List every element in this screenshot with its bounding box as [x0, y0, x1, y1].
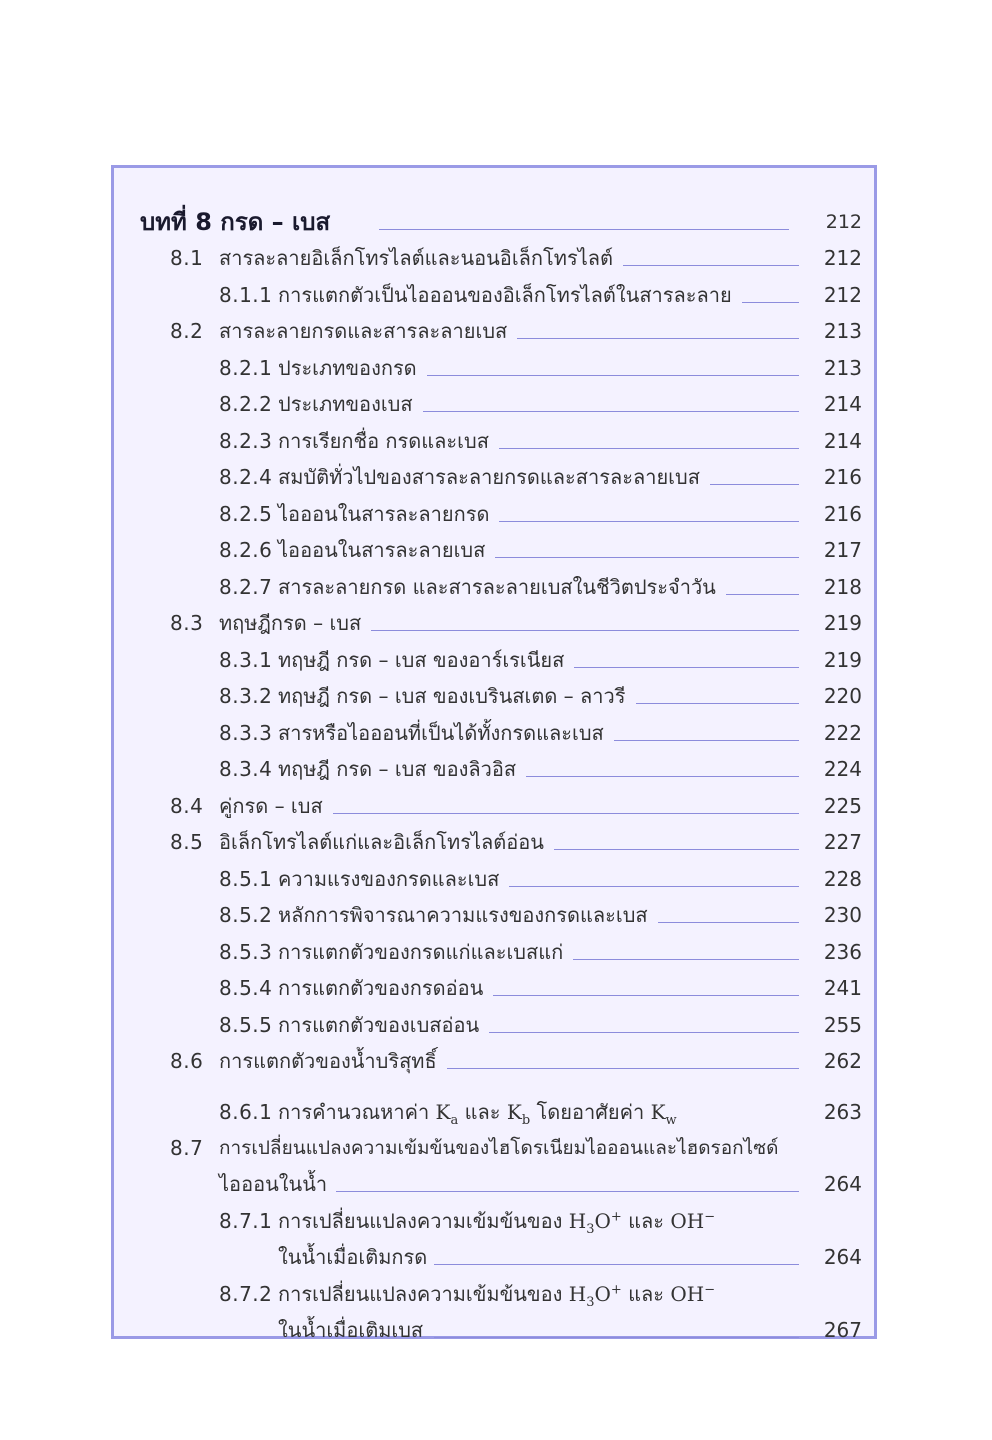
toc-entry-8-2-1[interactable]: [114, 350, 880, 386]
entry-number: 8.5.5: [219, 1013, 273, 1037]
entry-title: สารหรือไอออนที่เป็นได้ทั้งกรดและเบส: [278, 721, 604, 745]
entry-number: 8.2: [170, 319, 204, 343]
page-number: 213: [823, 319, 862, 343]
leader-line: [379, 229, 789, 230]
page-number: 217: [823, 538, 862, 562]
leader-line: [336, 1191, 799, 1192]
entry-title: ทฤษฎี กรด – เบส ของเบรินสเตด – ลาวรี: [278, 684, 626, 708]
toc-entry-8-3-2[interactable]: [114, 678, 880, 714]
chapter-heading: บทที่ 8 กรด – เบส: [140, 208, 331, 236]
leader-line: [526, 776, 799, 777]
entry-number: 8.2.5: [219, 502, 273, 526]
entry-number: 8.5.4: [219, 976, 273, 1000]
entry-title: สารละลายกรด และสารละลายเบสในชีวิตประจำวัน: [278, 575, 716, 599]
entry-number: 8.2.7: [219, 575, 273, 599]
entry-title: สารละลายอิเล็กโทรไลต์และนอนอิเล็กโทรไลต์: [219, 246, 613, 270]
leader-line: [710, 484, 799, 485]
leader-line: [499, 521, 799, 522]
entry-number: 8.1: [170, 246, 204, 270]
toc-entry-8-5-5[interactable]: [114, 1007, 880, 1043]
toc-entry-8-1[interactable]: [114, 240, 880, 276]
leader-line: [573, 959, 799, 960]
page-number: 264: [823, 1245, 862, 1269]
entry-number: 8.2.4: [219, 465, 273, 489]
entry-title: การเรียกชื่อ กรดและเบส: [278, 429, 489, 453]
page-number: 227: [823, 830, 862, 854]
leader-line: [371, 630, 799, 631]
page-number: 213: [823, 356, 862, 380]
leader-line: [499, 448, 799, 449]
entry-number: 8.3.2: [219, 684, 273, 708]
toc-entry-8-3[interactable]: [114, 605, 880, 641]
page-number: 219: [823, 611, 862, 635]
entry-number: 8.1.1: [219, 283, 273, 307]
entry-title: สารละลายกรดและสารละลายเบส: [219, 319, 508, 343]
entry-number: 8.2.1: [219, 356, 273, 380]
entry-title-continued: ในน้ำเมื่อเติมกรด: [278, 1245, 428, 1269]
leader-line: [614, 740, 799, 741]
entry-title: การเปลี่ยนแปลงความเข้มข้นของ $H_3O^+$ และ OH−: [278, 1209, 716, 1237]
entry-title: การแตกตัวของกรดอ่อน: [278, 976, 484, 1000]
leader-line: [742, 302, 799, 303]
entry-title: คู่กรด – เบส: [219, 794, 323, 818]
toc-entry-8-2-7[interactable]: [114, 569, 880, 605]
entry-number: 8.3: [170, 611, 204, 635]
leader-line: [623, 265, 799, 266]
leader-line: [489, 1032, 799, 1033]
toc-chapter-row[interactable]: [114, 204, 880, 240]
page-number: 220: [823, 684, 862, 708]
entry-title: ประเภทของเบส: [278, 392, 413, 416]
leader-line: [509, 886, 799, 887]
toc-entry-8-6-1[interactable]: [114, 1094, 880, 1130]
leader-line: [423, 411, 799, 412]
leader-line: [574, 667, 799, 668]
entry-number: 8.3.3: [219, 721, 273, 745]
page-number: 267: [823, 1318, 862, 1342]
page-number: 264: [823, 1172, 862, 1196]
leader-line: [658, 922, 799, 923]
entry-title-continued: ไอออนในน้ำ: [219, 1172, 328, 1196]
toc-entry-8-2-6[interactable]: [114, 532, 880, 568]
entry-title: การแตกตัวของเบสอ่อน: [278, 1013, 480, 1037]
page-number: 241: [823, 976, 862, 1000]
entry-number: 8.2.6: [219, 538, 273, 562]
entry-title: ไอออนในสารละลายกรด: [278, 502, 490, 526]
toc-entry-8-5-1[interactable]: [114, 861, 880, 897]
entry-title: ประเภทของกรด: [278, 356, 417, 380]
toc-entry-8-4[interactable]: [114, 788, 880, 824]
entry-title: ทฤษฎีกรด – เบส: [219, 611, 362, 635]
page-number: 216: [823, 465, 862, 489]
page-number: 225: [823, 794, 862, 818]
entry-title: ไอออนในสารละลายเบส: [278, 538, 486, 562]
entry-title: การเปลี่ยนแปลงความเข้มข้นของ $H_3O^+$ และ OH−: [278, 1282, 716, 1310]
entry-title: หลักการพิจารณาความแรงของกรดและเบส: [278, 903, 648, 927]
toc-entry-8-7-1-line2[interactable]: [114, 1239, 880, 1275]
page-number: 236: [823, 940, 862, 964]
page-number: 262: [823, 1049, 862, 1073]
entry-number: 8.6.1: [219, 1100, 273, 1124]
toc-entry-8-7-1-line1[interactable]: [114, 1203, 880, 1239]
entry-title: ทฤษฎี กรด – เบส ของอาร์เรเนียส: [278, 648, 565, 672]
page-number: 219: [823, 648, 862, 672]
leader-line: [636, 703, 799, 704]
toc-entry-8-3-3[interactable]: [114, 715, 880, 751]
toc-entry-8-2-2[interactable]: [114, 386, 880, 422]
entry-number: 8.5.2: [219, 903, 273, 927]
entry-number: 8.7: [170, 1136, 204, 1160]
toc-entry-8-5-4[interactable]: [114, 970, 880, 1006]
entry-number: 8.3.1: [219, 648, 273, 672]
toc-entry-8-5-2[interactable]: [114, 897, 880, 933]
entry-title: การแตกตัวของกรดแก่และเบสแก่: [278, 940, 564, 964]
leader-line: [554, 849, 799, 850]
page-number: 230: [823, 903, 862, 927]
toc-entry-8-5-3[interactable]: [114, 934, 880, 970]
toc-entry-8-2-5[interactable]: [114, 496, 880, 532]
page-number: 228: [823, 867, 862, 891]
entry-number: 8.6: [170, 1049, 204, 1073]
toc-entry-8-3-1[interactable]: [114, 642, 880, 678]
leader-line: [726, 594, 799, 595]
entry-number: 8.7.2: [219, 1282, 273, 1306]
entry-number: 8.2.2: [219, 392, 273, 416]
page-number: 218: [823, 575, 862, 599]
toc-entry-8-7-2-line1[interactable]: [114, 1276, 880, 1312]
leader-line: [447, 1068, 799, 1069]
leader-line: [434, 1264, 799, 1265]
toc-entry-8-2-3[interactable]: [114, 423, 880, 459]
entry-title-continued: ในน้ำเมื่อเติมเบส: [278, 1318, 424, 1342]
entry-title: ทฤษฎี กรด – เบส ของลิวอิส: [278, 757, 517, 781]
entry-title: การคำนวณหาค่า $K_a$ และ $K_b$ โดยอาศัยค่า $K_w$: [278, 1100, 677, 1128]
toc-entry-8-2[interactable]: [114, 313, 880, 349]
entry-number: 8.5.1: [219, 867, 273, 891]
toc-entry-8-7-2-line2[interactable]: [114, 1312, 880, 1348]
toc-entry-8-3-4[interactable]: [114, 751, 880, 787]
page-number: 212: [823, 283, 862, 307]
leader-line: [333, 813, 799, 814]
entry-number: 8.3.4: [219, 757, 273, 781]
leader-line: [493, 995, 799, 996]
toc-entry-8-2-4[interactable]: [114, 459, 880, 495]
toc-entry-8-6[interactable]: [114, 1043, 880, 1079]
page-number: 212: [825, 211, 862, 233]
entry-title: อิเล็กโทรไลต์แก่และอิเล็กโทรไลต์อ่อน: [219, 830, 544, 854]
leader-line: [427, 375, 799, 376]
page-number: 224: [823, 757, 862, 781]
page-number: 212: [823, 246, 862, 270]
entry-number: 8.5.3: [219, 940, 273, 964]
entry-number: 8.4: [170, 794, 204, 818]
entry-title: สมบัติทั่วไปของสารละลายกรดและสารละลายเบส: [278, 465, 700, 489]
entry-number: 8.5: [170, 830, 204, 854]
entry-number: 8.7.1: [219, 1209, 273, 1233]
entry-number: 8.2.3: [219, 429, 273, 453]
page-number: 222: [823, 721, 862, 745]
entry-title: การเปลี่ยนแปลงความเข้มข้นของไฮโดรเนียมไอออนและไฮดรอกไซด์: [219, 1137, 779, 1159]
toc-entry-8-1-1[interactable]: [114, 277, 880, 313]
entry-title: ความแรงของกรดและเบส: [278, 867, 500, 891]
page-number: 214: [823, 429, 862, 453]
page-number: 214: [823, 392, 862, 416]
page-number: 255: [823, 1013, 862, 1037]
entry-title: การแตกตัวของน้ำบริสุทธิ์: [219, 1049, 437, 1073]
leader-line: [495, 557, 799, 558]
entry-title: การแตกตัวเป็นไอออนของอิเล็กโทรไลต์ในสารละลาย: [278, 283, 732, 307]
page-number: 263: [823, 1100, 862, 1124]
leader-line: [434, 1337, 799, 1338]
toc-entry-8-7-line1[interactable]: [114, 1130, 880, 1166]
toc-entry-8-5[interactable]: [114, 824, 880, 860]
page-number: 216: [823, 502, 862, 526]
toc-panel: [111, 165, 877, 1342]
leader-line: [517, 338, 799, 339]
toc-entry-8-7-line2[interactable]: [114, 1166, 880, 1202]
